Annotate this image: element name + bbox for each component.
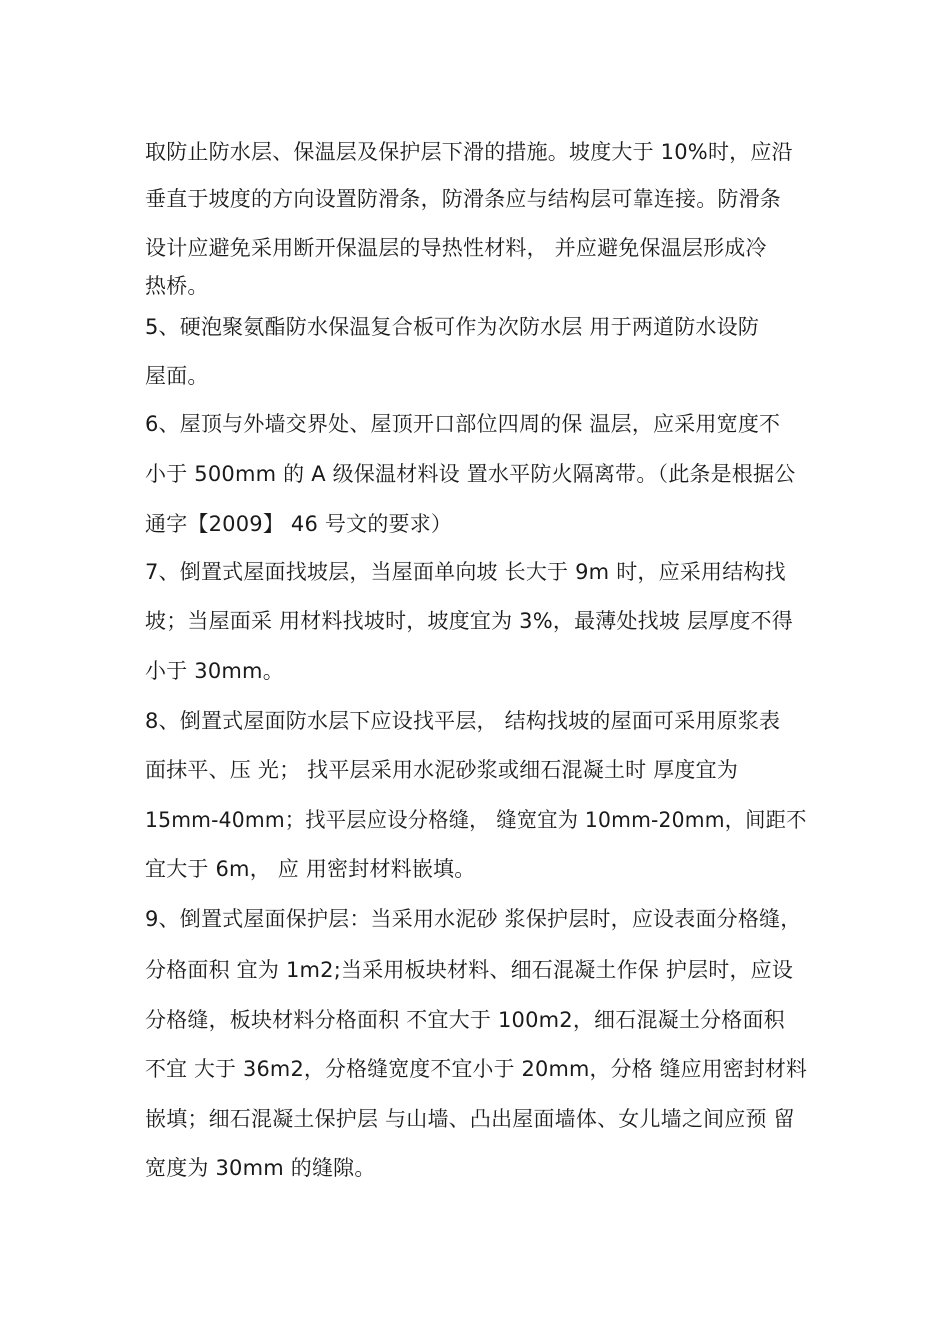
text-line: 宜大于 6m， 应 用密封材料嵌填。 bbox=[145, 857, 476, 881]
text-line: 设计应避免采用断开保温层的导热性材料， 并应避免保温层形成冷 bbox=[145, 236, 767, 260]
text-line: 屋面。 bbox=[145, 364, 209, 388]
text-line: 9、倒置式屋面保护层：当采用水泥砂 浆保护层时，应设表面分格缝， bbox=[145, 907, 802, 931]
text-line: 小于 500mm 的 A 级保温材料设 置水平防火隔离带。（此条是根据公 bbox=[145, 462, 796, 486]
text-line: 嵌填；细石混凝土保护层 与山墙、凸出屋面墙体、女儿墙之间应预 留 bbox=[145, 1107, 795, 1131]
text-line: 坡；当屋面采 用材料找坡时，坡度宜为 3%，最薄处找坡 层厚度不得 bbox=[145, 609, 793, 633]
text-line: 分格缝，板块材料分格面积 不宜大于 100m2，细石混凝土分格面积 bbox=[145, 1008, 785, 1032]
text-line: 不宜 大于 36m2，分格缝宽度不宜小于 20mm，分格 缝应用密封材料 bbox=[145, 1057, 808, 1081]
text-line: 小于 30mm。 bbox=[145, 659, 284, 683]
text-line: 热桥。 bbox=[145, 274, 209, 298]
text-line: 8、倒置式屋面防水层下应设找平层， 结构找坡的屋面可采用原浆表 bbox=[145, 709, 781, 733]
text-line: 垂直于坡度的方向设置防滑条，防滑条应与结构层可靠连接。防滑条 bbox=[145, 187, 781, 211]
text-line: 7、倒置式屋面找坡层，当屋面单向坡 长大于 9m 时，应采用结构找 bbox=[145, 560, 786, 584]
text-line: 取防止防水层、保温层及保护层下滑的措施。坡度大于 10%时，应沿 bbox=[145, 140, 793, 164]
text-line: 面抹平、压 光； 找平层采用水泥砂浆或细石混凝土时 厚度宜为 bbox=[145, 758, 739, 782]
text-line: 6、屋顶与外墙交界处、屋顶开口部位四周的保 温层，应采用宽度不 bbox=[145, 412, 781, 436]
text-line: 5、硬泡聚氨酯防水保温复合板可作为次防水层 用于两道防水设防 bbox=[145, 315, 760, 339]
text-line: 宽度为 30mm 的缝隙。 bbox=[145, 1156, 376, 1180]
text-line: 通字【2009】 46 号文的要求） bbox=[145, 512, 453, 536]
text-line: 分格面积 宜为 1m2;当采用板块材料、细石混凝土作保 护层时，应设 bbox=[145, 958, 794, 982]
text-line: 15mm-40mm；找平层应设分格缝， 缝宽宜为 10mm-20mm，间距不 bbox=[145, 808, 807, 832]
